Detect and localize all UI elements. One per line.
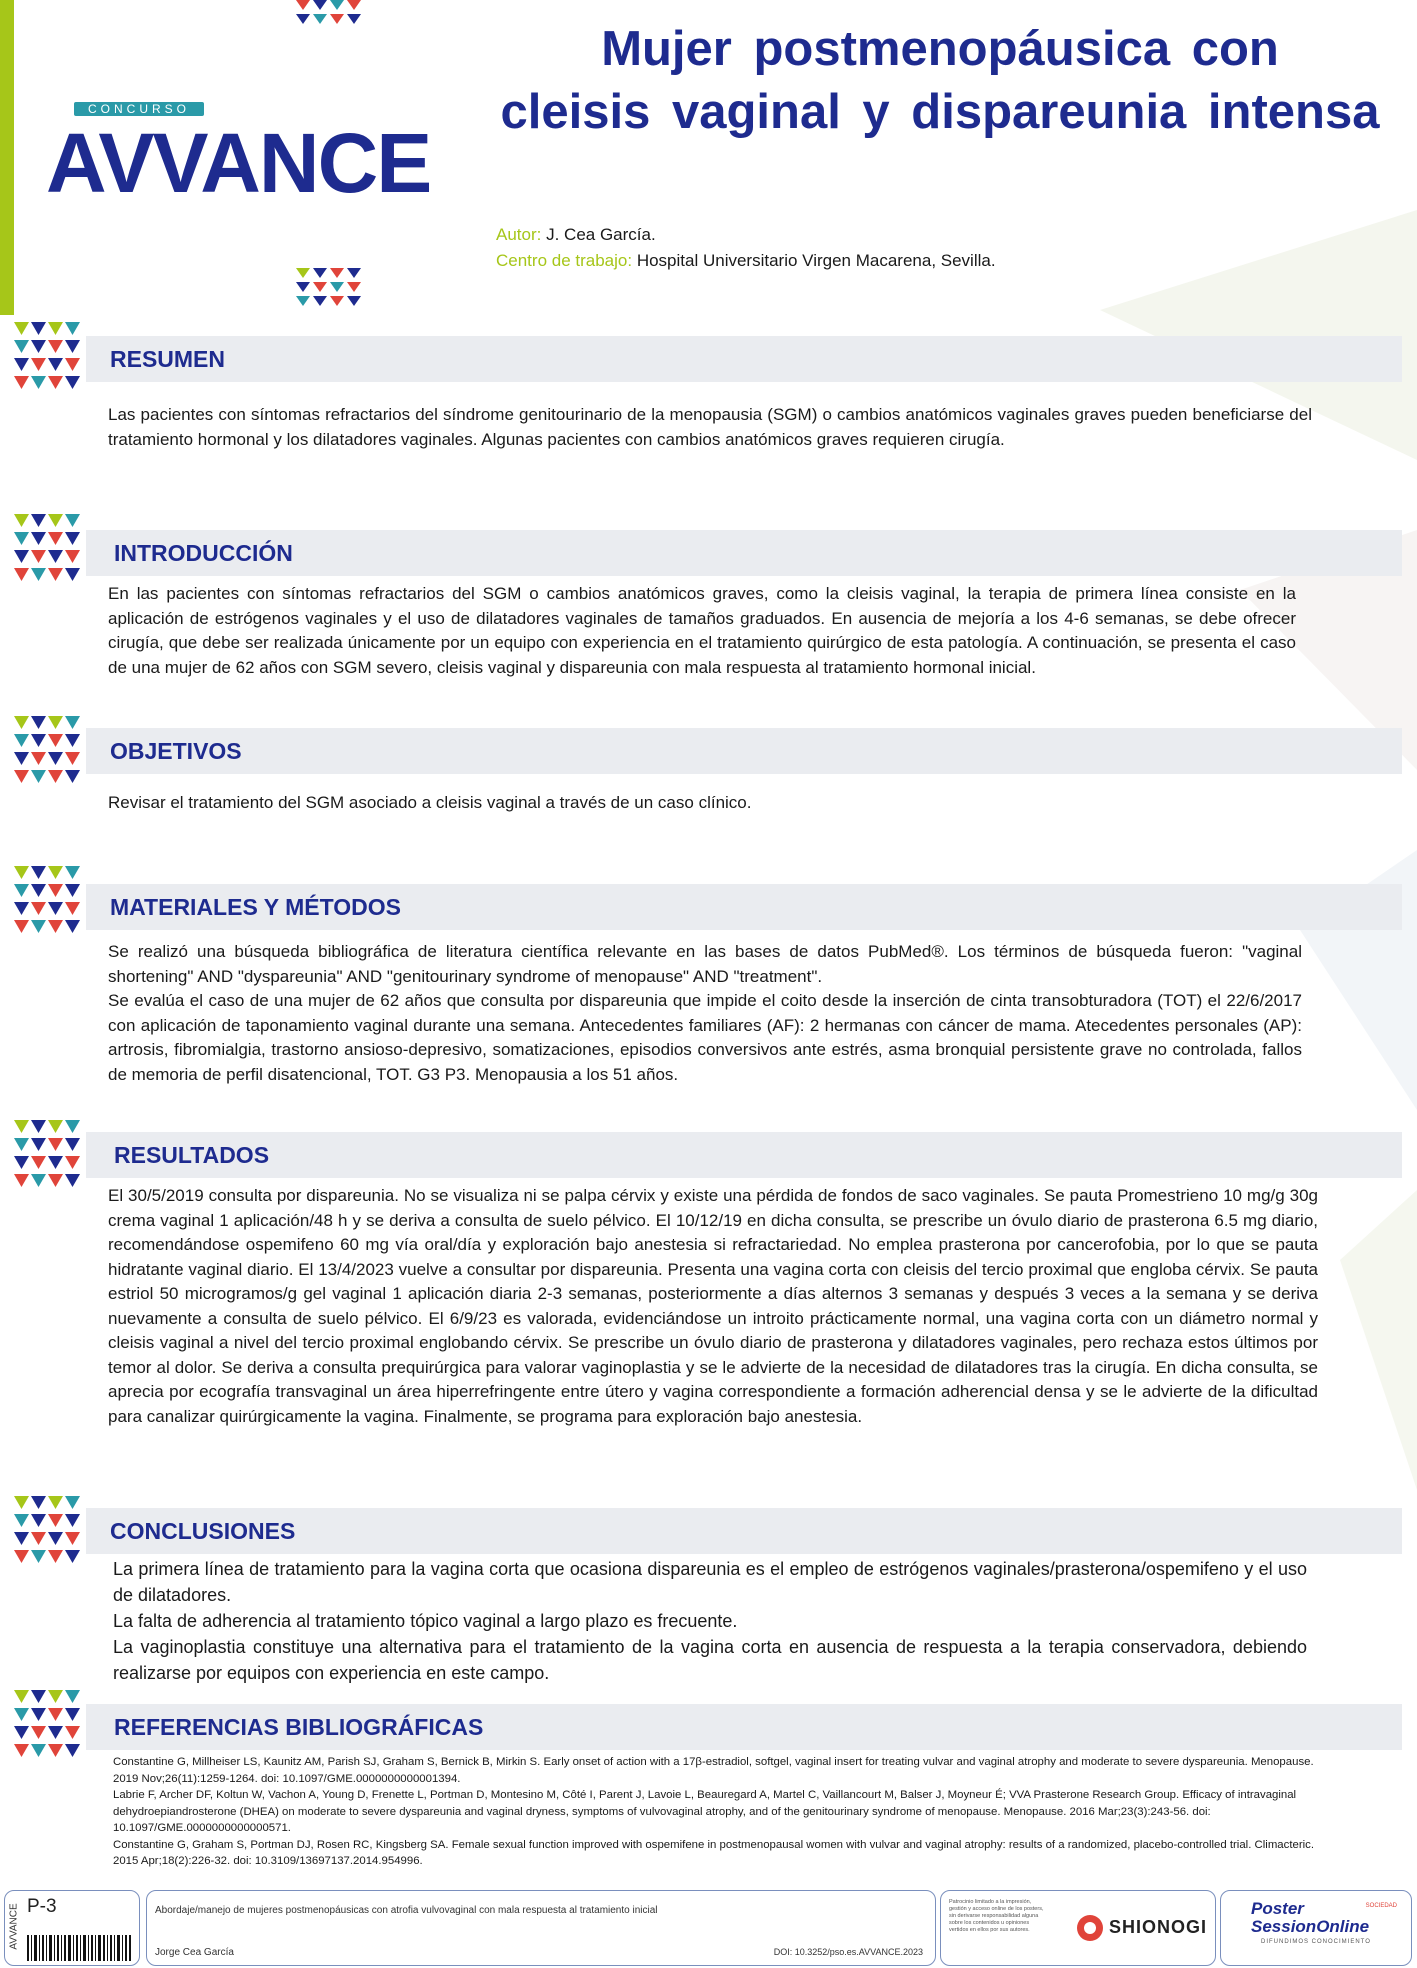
footer-code-box bbox=[4, 1890, 140, 1966]
work-title: Abordaje/manejo de mujeres postmenopáusicas con atrofia vulvovaginal con mala respuesta al tratamiento inicial bbox=[155, 1905, 658, 1916]
footer-side-label: AVVANCE bbox=[8, 1903, 20, 1950]
avvance-logo bbox=[44, 96, 444, 206]
section-marker-icon bbox=[14, 1690, 80, 1758]
logo-kicker: CONCURSO bbox=[87, 102, 191, 116]
resumen-body bbox=[108, 403, 1312, 452]
triangle-pattern-decoration bbox=[296, 0, 366, 28]
sponsor-name: SHIONOGI bbox=[1109, 1917, 1208, 1937]
logo-wordmark: AVVANCE bbox=[46, 116, 431, 206]
section-heading: OBJETIVOS bbox=[110, 738, 242, 764]
center-name: Hospital Universitario Virgen Macarena, Sevilla. bbox=[636, 251, 996, 270]
section-header-resultados bbox=[86, 1132, 1402, 1178]
footer-info-box bbox=[146, 1890, 936, 1966]
barcode-icon bbox=[27, 1935, 133, 1961]
paragraph: En las pacientes con síntomas refractarios del SGM o cambios anatómicos graves, como la cleisis vaginal, la terapia de primera línea consiste en la aplicación de estrógenos vaginales y el uso de dilatadores vaginales de tamaños graduados. En ausencia de mejoría a los 4-6 semanas, se debe ofrecer cirugía, que debe ser realizada únicamente por un equipo con experiencia en el tratamiento quirúrgico de esta patología. A continuación, se presenta el caso de una mujer de 62 años con SGM severo, cleisis vaginal y dispareunia con mala respuesta al tratamiento hormonal inicial. bbox=[108, 584, 1296, 677]
section-header-conclusiones bbox=[86, 1508, 1402, 1554]
footer-sponsor-box bbox=[940, 1890, 1216, 1966]
paragraph: Revisar el tratamiento del SGM asociado a cleisis vaginal a través de un caso clínico. bbox=[108, 793, 752, 812]
section-heading: RESUMEN bbox=[110, 346, 226, 372]
author-name: J. Cea García. bbox=[546, 225, 656, 244]
reference-item: Labrie F, Archer DF, Koltun W, Vachon A, Young D, Frenette L, Portman D, Montesino M, Côté I, Parent J, Lavoie L, Beauregard A, Martel C, Vaillancourt M, Balser J, Moyneur É; VVA Prasterone Research Group. Efficacy of intravaginal dehydroepiandrosterone (DHEA) on moderate to severe dyspareunia and vaginal dryness, symptoms of vulvovaginal atrophy, and of the genitourinary syndrome of menopause. Menopause. 2016 Mar;23(3):243-56. doi: 10.1097/GME.0000000000000571. bbox=[113, 1789, 1297, 1834]
section-header-introduccion bbox=[86, 530, 1402, 576]
section-marker-icon bbox=[14, 866, 80, 934]
green-edge-strip bbox=[0, 0, 14, 315]
poster-footer bbox=[0, 1888, 1417, 1968]
poster-code: P-3 bbox=[27, 1896, 57, 1917]
paragraph: El 30/5/2019 consulta por dispareunia. No se visualiza ni se palpa cérvix y existe una pérdida de fondos de saco vaginales. Se pauta Promestrieno 10 mg/g 30g crema vaginal 1 aplicación/48 h y se deriva a consulta de suelo pélvico. El 10/12/19 en dicha consulta, se prescribe un óvulo diario de prasterona 6.5 mg diario, recomendándose ospemifeno 60 mg vía oral/día y exploración bajo anestesia si refractariedad. No emplea prasterona por cancerofobia, por lo que se pauta hidratante vaginal diario. El 13/4/2023 vuelve a consultar por dispareunia. Presenta una vagina corta con cleisis del tercio proximal que engloba cérvix. Se pauta estriol 50 microgramos/g gel vaginal 1 aplicación diaria 2-3 semanas, posteriormente a días alternos 3 semanas y después 3 veces a la semana y se deriva nuevamente a consulta de suelo pélvico. El 6/9/23 es valorada, evidenciándose un introito prácticamente normal, una vagina corta con un diámetro normal y cleisis vaginal a nivel del tercio proximal englobando cérvix. Se prescribe un óvulo diario de prasterona y dilatadores vaginales, pero rechaza estos últimos por temor al dolor. Se deriva a consulta prequirúrgica para valorar vaginoplastia y se le advierte de la necesidad de dilatadores tras la cirugía. En dicha consulta, se aprecia por ecografía transvaginal un área hiperrefringente entre útero y vagina correspondiente a formación adherencial densa y se le advierte de la dificultad para canalizar quirúrgicamente la vagina. Finalmente, se programa para exploración bajo anestesia. bbox=[108, 1186, 1318, 1426]
section-marker-icon bbox=[14, 1496, 80, 1564]
section-marker-icon bbox=[14, 716, 80, 784]
section-heading: RESULTADOS bbox=[114, 1142, 270, 1168]
section-header-referencias bbox=[86, 1704, 1402, 1750]
sponsor-disclaimer: Patrocinio limitado a la impresión, gestión y acceso online de los posters, sin derivarse responsabilidad alguna sobre los contenidos u opiniones vertidos en ellos por sus autores. bbox=[949, 1899, 1044, 1933]
section-heading: CONCLUSIONES bbox=[110, 1518, 296, 1544]
reference-item: Constantine G, Graham S, Portman DJ, Rosen RC, Kingsberg SA. Female sexual function improved with ospemifene in postmenopausal women with vulvar and vaginal atrophy: results of a randomized, placebo-controlled trial. Climacteric. 2015 Apr;18(2):226-32. doi: 10.3109/13697137.2014.954996. bbox=[113, 1838, 1315, 1867]
resultados-body bbox=[108, 1184, 1318, 1429]
brand-tag: SOCIEDAD bbox=[1365, 1903, 1397, 1909]
author-label: Autor: bbox=[496, 225, 542, 244]
materiales-body bbox=[108, 940, 1302, 1087]
brand-top: Poster bbox=[1251, 1899, 1304, 1918]
paragraph: La vaginoplastia constituye una alternativa para el tratamiento de la vagina corta en ausencia de respuesta a la terapia conservadora, debiendo realizarse por equipos con experiencia en este campo. bbox=[113, 1637, 1307, 1683]
footer-author: Jorge Cea García bbox=[155, 1947, 234, 1958]
center-label: Centro de trabajo: bbox=[496, 251, 633, 270]
brand-tagline: DIFUNDIMOS CONOCIMIENTO bbox=[1261, 1939, 1371, 1945]
section-heading: REFERENCIAS BIBLIOGRÁFICAS bbox=[114, 1714, 484, 1740]
paragraph: La falta de adherencia al tratamiento tópico vaginal a largo plazo es frecuente. bbox=[113, 1611, 738, 1631]
section-marker-icon bbox=[14, 514, 80, 582]
reference-item: Constantine G, Millheiser LS, Kaunitz AM, Parish SJ, Graham S, Bernick B, Mirkin S. Early onset of action with a 17β-estradiol, softgel, vaginal insert for treating vulvar and vaginal atrophy and moderate to severe dyspareunia. Menopause. 2019 Nov;26(11):1259-1264. doi: 10.1097/GME.0000000000001394. bbox=[113, 1756, 1314, 1785]
introduccion-body bbox=[108, 582, 1296, 680]
brand-bottom: SessionOnline bbox=[1251, 1917, 1370, 1936]
section-header-materiales bbox=[86, 884, 1402, 930]
paragraph: Se evalúa el caso de una mujer de 62 años que consulta por dispareunia que impide el coito desde la inserción de cinta transobturadora (TOT) el 22/6/2017 con aplicación de taponamiento vaginal durante una semana. Antecedentes familiares (AF): 2 hermanas con cáncer de mama. Atecedentes personales (AP): artrosis, fibromialgia, trastorno ansioso-depresivo, somatizaciones, episodios conversivos ante estrés, asma bronquial persistente grave no controlada, fallos de memoria de perfil disatencional, TOT. G3 P3. Menopausia a los 51 años. bbox=[108, 991, 1302, 1084]
section-marker-icon bbox=[14, 322, 80, 390]
section-header-objetivos bbox=[86, 728, 1402, 774]
section-heading: MATERIALES Y MÉTODOS bbox=[110, 894, 401, 920]
author-block bbox=[496, 222, 996, 274]
paragraph: La primera línea de tratamiento para la vagina corta que ocasiona dispareunia es el empleo de estrógenos vaginales/prasterona/ospemifeno y el uso de dilatadores. bbox=[113, 1559, 1307, 1605]
conclusiones-body bbox=[113, 1556, 1307, 1686]
section-header-resumen bbox=[86, 336, 1402, 382]
section-heading: INTRODUCCIÓN bbox=[114, 540, 293, 566]
paragraph: Las pacientes con síntomas refractarios del síndrome genitourinario de la menopausia (SGM) o cambios anatómicos vaginales graves pueden beneficiarse del tratamiento hormonal y los dilatadores vaginales. Algunas pacientes con cambios anatómicos graves requieren cirugía. bbox=[108, 405, 1312, 449]
shionogi-logo-icon bbox=[1075, 1913, 1105, 1943]
doi-text: DOI: 10.3252/pso.es.AVVANCE.2023 bbox=[773, 1947, 923, 1957]
triangle-pattern-decoration bbox=[296, 268, 366, 314]
references-list bbox=[113, 1754, 1331, 1870]
objetivos-body bbox=[108, 791, 1312, 816]
poster-title: Mujer postmenopáusica con cleisis vaginal y dispareunia intensa bbox=[500, 22, 1380, 139]
section-marker-icon bbox=[14, 1120, 80, 1188]
footer-brand-box bbox=[1220, 1890, 1412, 1966]
paragraph: Se realizó una búsqueda bibliográfica de literatura científica relevante en las bases de datos PubMed®. Los términos de búsqueda fueron: "vaginal shortening" AND "dyspareunia" AND "genitourinary syndrome of menopause" AND "treatment". bbox=[108, 942, 1302, 986]
